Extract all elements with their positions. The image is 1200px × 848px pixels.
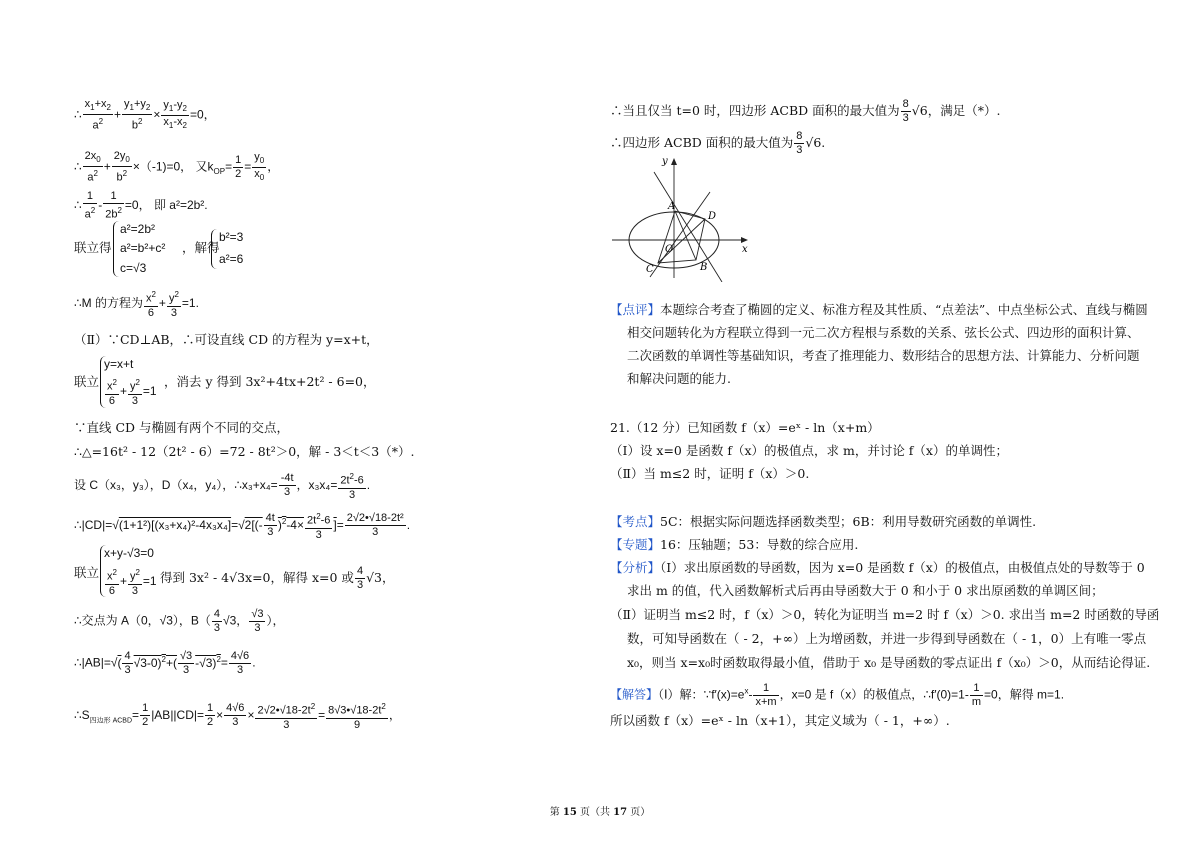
r2-text: ∴四边形 ACBD 面积的最大值为 — [610, 135, 794, 150]
comment-tag: 【点评】 — [610, 302, 661, 317]
line-13: ∴交点为 A（0，√3），B（ $\frac{4}{3}$ √3， $\frac{√3}{3}$ ）， — [74, 608, 285, 634]
l15-tail: ， — [388, 708, 401, 722]
frac: $\frac{2t^2-6}{3}$ — [340, 472, 364, 501]
l2-eq: = — [225, 159, 233, 174]
therefore: ∴ — [74, 159, 82, 174]
jieda-mid: ，x=0 是 f（x）的极值点，∴ — [779, 687, 931, 702]
comment-line-2: 二次函数的单调性等基础知识，考查了推理能力、数形结合的思想方法、计算能力、分析问题 — [627, 348, 1140, 363]
line-11: ∴|CD|=√(1+1²)[(x₃+x₄)²-4x₃x₄]=√2[(- $\frac{4t}{3}$ )$^2$-4× $\frac{2t^2-6}{3}$ ]= $\frac{\text{2√2•√18-2t²}}{3}$ . — [74, 512, 411, 541]
l7-sys-1: y=x+t — [104, 357, 134, 371]
frac: $\frac{8√3•√18-2t^2}{9}$ — [328, 702, 386, 731]
l12-tail: 得到 3x² - 4√3x=0，解得 x=0 或 $\frac{4}{3}$ √3， — [160, 565, 395, 591]
l13-text: ∴交点为 A（0，√3），B（ — [74, 613, 211, 628]
l7-sys-2: $\frac{x^2}{6}$ + $\frac{y^2}{3}$ =1 — [107, 378, 157, 407]
label-d: D — [708, 211, 717, 222]
label-x: x — [742, 244, 748, 255]
frac: $\frac{√3}{3}$ — [251, 608, 264, 634]
therefore: ∴ — [74, 107, 82, 122]
line-6: （Ⅱ）∵CD⊥AB，∴可设直线 CD 的方程为 y=x+t， — [74, 332, 379, 347]
page-total: 17 — [613, 807, 628, 818]
left-column — [0, 0, 600, 800]
frac: $\frac{4√6}{3}$ — [226, 702, 245, 729]
l10-text: 设 C（x₃，y₃），D（x₄，y₄），∴x₃+x₄= — [74, 478, 278, 492]
frac: $\frac{1}{2}$ — [235, 153, 242, 180]
l4-mid: ，解得 — [182, 240, 220, 255]
frac: $\frac{y_0}{x_0}$ — [254, 150, 265, 183]
line-14: ∴|AB|=√( $\frac{4}{3}$ √3-0)$^2$+( $\frac{√3}{3}$ -√3)$^2$= $\frac{4√6}{3}$ . — [74, 650, 256, 676]
fenxi-line-3: 数，可知导函数在（ - 2，+∞）上为增函数，并进一步得到导函数在（ - 1，0）上有唯一零点 — [627, 631, 1147, 646]
l2-sub: OP — [213, 166, 226, 176]
line-7-label: 联立 — [74, 374, 100, 389]
l4-res-0: b²=3 — [219, 230, 244, 244]
line-3: ∴ $\frac{1}{a^2}$ - $\frac{1}{2b^2}$ =0， 即 a²=2b². — [74, 190, 208, 221]
frac: $\frac{4}{3}$ — [213, 608, 221, 634]
page-footer — [0, 803, 1200, 818]
brace — [113, 221, 120, 277]
label-a: A — [668, 201, 676, 212]
frac: $\frac{x^2}{6}$ — [145, 290, 156, 319]
jieda-line: 【解答】（Ⅰ）解：$\because f'(x)=e^x-$ $\frac{1}{x+m}$ ，x=0 是 f（x）的极值点，∴f′(0)=1- $\frac{1}{m}$ =0，解得 m=1. — [610, 682, 1065, 708]
frac: $\frac{4t}{3}$ — [265, 512, 275, 539]
frac: $\frac{1}{a^2}$ — [84, 190, 96, 221]
x-axis-arrow — [741, 237, 748, 243]
frac: $\frac{4}{3}$ — [124, 650, 131, 676]
comment-line-0 — [610, 302, 1148, 318]
jieda-tag: 【解答】 — [610, 687, 659, 702]
q21-title: 21.（12 分）已知函数 f（x）=eˣ - ln（x+m） — [610, 420, 880, 435]
l10-mid: ，x₃x₄= — [296, 478, 338, 492]
l1-tail: =0， — [189, 107, 216, 122]
l5-text: ∴M 的方程为 — [74, 296, 143, 310]
last-line: 所以函数 f（x）=eˣ - ln（x+1），其定义域为（ - 1，+∞）. — [610, 713, 950, 728]
frac: $\frac{1}{m}$ — [971, 682, 981, 708]
l4-sys-1: a²=b²+c² — [120, 241, 166, 255]
frac: $\frac{y_1+y_2}{b^2}$ — [124, 98, 151, 132]
footer-pre: 第 — [549, 807, 563, 818]
frac: $\frac{8}{3}$ — [796, 130, 803, 156]
frac: $\frac{x^2}{6}$ — [107, 378, 117, 407]
therefore: ∴ — [74, 198, 82, 212]
frac: $\frac{\text{2√2•√18-2t²}}{3}$ — [346, 512, 404, 539]
r-line-1 — [610, 98, 1000, 125]
comment-line-1: 相交问题转化为方程联立得到一元二次方程根与系数的关系、弦长公式、四边形的面积计算、 — [627, 325, 1140, 340]
l12-tail-text: 得到 3x² - 4√3x=0，解得 x=0 或 — [160, 570, 354, 585]
kaodian-line — [610, 514, 1036, 530]
zhuanti-tag: 【专题】 — [610, 537, 661, 552]
frac: $\frac{-4t}{3}$ — [280, 472, 294, 499]
fenxi-line-4: x₀，则当 x=x₀时函数取得最小值，借助于 x₀ 是导函数的零点证出 f（x₀）＞0，从而结论得证. — [627, 655, 1151, 670]
line-8: ∵直线 CD 与椭圆有两个不同的交点， — [74, 420, 290, 435]
comment-text-0: 本题综合考查了椭圆的定义、标准方程及其性质、“点差法”、中点坐标公式、直线与椭圆 — [660, 302, 1148, 317]
r1-tail: √6，满足（*）. — [911, 103, 1001, 118]
frac: $\frac{x_1+x_2}{a^2}$ — [84, 98, 111, 132]
l11-text: ∴|CD|= — [74, 518, 113, 532]
q21-part1: （Ⅰ）设 x=0 是函数 f（x）的极值点，求 m，并讨论 f（x）的单调性； — [610, 443, 1008, 458]
l15-mid2: |AB||CD|= — [151, 708, 205, 722]
l12-sys-1: x+y-√3=0 — [104, 546, 154, 560]
line-12-label: 联立 — [74, 565, 100, 580]
l7-tail: ，消去 y 得到 3x²+4tx+2t² - 6=0， — [164, 374, 376, 389]
brace — [211, 229, 218, 269]
frac: $\frac{y_1-y_2}{x_1-x_2}$ — [163, 98, 187, 131]
r2-tail: √6. — [805, 135, 826, 150]
footer-post: 页） — [627, 807, 651, 818]
label-c: C — [646, 264, 654, 275]
label-y: y — [662, 156, 668, 167]
frac: $\frac{4}{3}$ — [356, 565, 364, 591]
kaodian-tag: 【考点】 — [610, 514, 661, 529]
l11-body: (1+1²)[(x₃+x₄)²-4x₃x₄] — [118, 518, 232, 532]
line-4-label: 联立得 — [74, 240, 112, 255]
jieda-tail: ，解得 m=1. — [997, 687, 1065, 702]
frac: $\frac{x^2}{6}$ — [107, 568, 117, 597]
frac: $\frac{2x_0}{a^2}$ — [84, 150, 101, 184]
kaodian-text: 5C：根据实际问题选择函数类型；6B：利用导数研究函数的单调性. — [660, 514, 1037, 529]
l4-sys-2: c=√3 — [120, 261, 147, 275]
line-1: ∴ $\frac{x_1+x_2}{a^2}$ + $\frac{y_1+y_2}{b^2}$ × $\frac{y_1-y_2}{x_1-x_2}$ =0， — [74, 98, 216, 132]
frac: $\frac{√3}{3}$ — [180, 650, 193, 676]
page-number: 15 — [562, 807, 577, 818]
l3-tail: =0， 即 a²=2b². — [124, 198, 208, 212]
ellipse-figure — [610, 152, 760, 282]
line-15: $\therefore S_{四边形 ACBD}=$ $\frac{1}{2}$ |AB||CD|= $\frac{1}{2}$ × $\frac{4√6}{3}$ × $\frac{2√2•√18-2t^2}{3}$ = $\frac{8√3•√18-2t^2}{9}$ ， — [74, 702, 401, 731]
label-b: B — [700, 262, 708, 273]
frac: $\frac{2√2•√18-2t^2}{3}$ — [257, 702, 316, 731]
frac: $\frac{y^2}{3}$ — [129, 378, 140, 407]
right-column — [600, 0, 1200, 800]
line-5: ∴M 的方程为 $\frac{x^2}{6}$ + $\frac{y^2}{3}$ =1. — [74, 290, 199, 319]
l15-text: ∴S — [74, 708, 90, 722]
fenxi-line-0 — [610, 560, 1145, 576]
l4-res-1: a²=6 — [219, 252, 244, 266]
frac: $\frac{1}{2}$ — [207, 702, 214, 729]
comment-line-3: 和解决问题的能力. — [627, 371, 731, 386]
line-10: 设 C（x₃，y₃），D（x₄，y₄），∴x₃+x₄= $\frac{-4t}{3}$ ，x₃x₄= $\frac{2t^2-6}{3}$ . — [74, 472, 371, 501]
l4-sys-0: a²=2b² — [120, 222, 156, 236]
line-2: ∴ $\frac{2x_0}{a^2}$ + $\frac{2y_0}{b^2}$ ×（-1)=0， 又$k_{OP}=$ $\frac{1}{2}$ = $\frac{y_0}{x_0}$ ， — [74, 150, 280, 184]
frac: $\frac{2y_0}{b^2}$ — [113, 150, 130, 184]
zhuanti-text: 16：压轴题；53：导数的综合应用. — [660, 537, 859, 552]
frac: $\frac{4√6}{3}$ — [230, 650, 250, 676]
l15-mid: = — [132, 708, 140, 722]
q21-part2: （Ⅱ）当 m≤2 时，证明 f（x）＞0. — [610, 466, 810, 481]
l12-sys-2: $\frac{x^2}{6}$ + $\frac{y^2}{3}$ =1 — [107, 568, 157, 597]
frac: $\frac{1}{2b^2}$ — [105, 190, 122, 221]
frac: $\frac{2t^2-6}{3}$ — [307, 512, 331, 541]
fenxi-tag: 【分析】 — [610, 560, 661, 575]
l14-text: ∴|AB|= — [74, 655, 111, 670]
zhuanti-line — [610, 537, 858, 553]
fenxi-text-0: （Ⅰ）求出原函数的导函数，因为 x=0 是函数 f（x）的极值点，由极值点处的导数等于 0 — [660, 560, 1145, 575]
l2-mid: ×（-1)=0， 又k — [132, 159, 214, 174]
line-9: ∴△=16t² - 12（2t² - 6）=72 - 8t²＞0，解 - 3＜t＜3（*）. — [74, 444, 415, 459]
r1-text: ∴当且仅当 t=0 时，四边形 ACBD 面积的最大值为 — [610, 103, 900, 118]
l11-mid: = — [231, 518, 239, 532]
fenxi-line-1: 求出 m 的值，代入函数解析式后再由导函数大于 0 和小于 0 求出原函数的单调区间； — [627, 583, 1104, 598]
l15-sub: 四边形 ACBD — [89, 717, 133, 725]
frac: $\frac{y^2}{3}$ — [168, 290, 179, 319]
frac: $\frac{1}{x+m}$ — [755, 682, 777, 708]
frac: $\frac{y^2}{3}$ — [129, 568, 140, 597]
line-ab — [654, 172, 722, 282]
fenxi-line-2: （Ⅱ）证明当 m≤2 时，f（x）＞0，转化为证明当 m=2 时 f（x）＞0. 求出当 m=2 时函数的导函 — [610, 607, 1160, 622]
frac: $\frac{1}{2}$ — [142, 702, 149, 729]
label-o: O — [665, 244, 674, 255]
frac: $\frac{8}{3}$ — [902, 98, 909, 124]
footer-mid: 页（共 — [576, 807, 614, 818]
jieda-text: （Ⅰ）解：∵ — [658, 687, 712, 702]
l5-tail: =1. — [181, 296, 199, 310]
l13-tail: ）， — [266, 613, 285, 628]
y-axis-arrow — [671, 158, 677, 165]
